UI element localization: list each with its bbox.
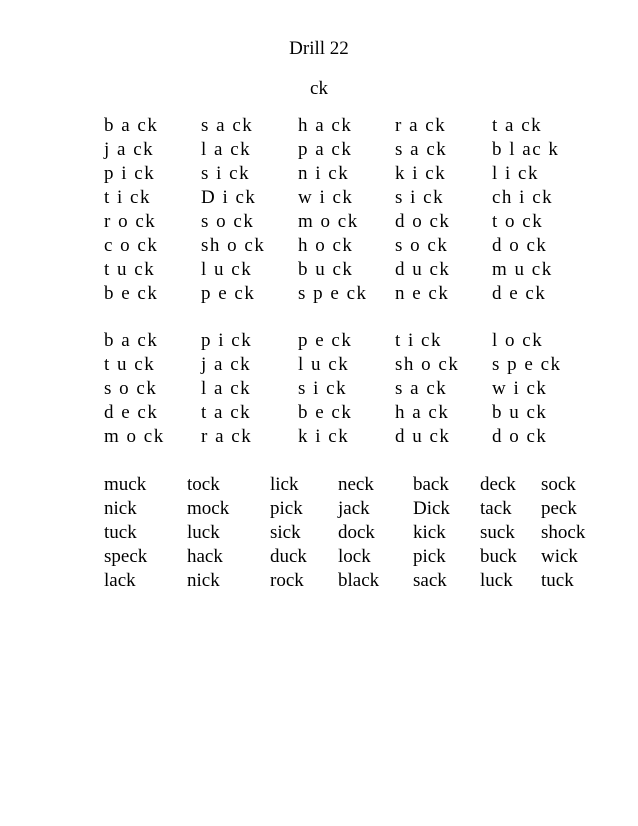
- word-grid-spaced-1: [104, 114, 589, 306]
- word-cell: b u ck: [492, 402, 548, 423]
- word-row: [104, 162, 589, 186]
- word-cell: d e ck: [104, 402, 159, 423]
- word-cell: h a ck: [395, 402, 450, 423]
- word-cell: r o ck: [104, 211, 157, 232]
- word-cell: t i ck: [104, 187, 151, 208]
- word-cell: lack: [104, 570, 136, 591]
- word-cell: D i ck: [201, 187, 257, 208]
- word-cell: wick: [541, 546, 578, 567]
- word-cell: dock: [338, 522, 375, 543]
- word-cell: w i ck: [298, 187, 354, 208]
- word-cell: d u ck: [395, 259, 451, 280]
- word-cell: s o ck: [201, 211, 255, 232]
- word-cell: shock: [541, 522, 586, 543]
- word-row: [104, 473, 601, 497]
- word-row: [104, 521, 601, 545]
- word-cell: muck: [104, 474, 147, 495]
- word-cell: speck: [104, 546, 148, 567]
- word-cell: pick: [270, 498, 303, 519]
- word-cell: k i ck: [298, 426, 350, 447]
- word-cell: suck: [480, 522, 515, 543]
- word-row: [104, 401, 589, 425]
- word-cell: t u ck: [104, 259, 156, 280]
- word-cell: s a ck: [201, 115, 254, 136]
- word-cell: hack: [187, 546, 223, 567]
- word-cell: d e ck: [492, 283, 547, 304]
- word-cell: duck: [270, 546, 307, 567]
- word-cell: nick: [187, 570, 220, 591]
- word-cell: s a ck: [395, 139, 448, 160]
- word-cell: b u ck: [298, 259, 354, 280]
- word-cell: tuck: [104, 522, 137, 543]
- word-grid-spaced-2: [104, 329, 589, 449]
- word-row: [104, 282, 589, 306]
- word-grid-plain: [104, 473, 601, 593]
- word-cell: back: [413, 474, 449, 495]
- word-cell: k i ck: [395, 163, 447, 184]
- word-cell: s a ck: [395, 378, 448, 399]
- word-cell: s i ck: [201, 163, 251, 184]
- word-cell: w i ck: [492, 378, 548, 399]
- word-cell: d o ck: [395, 211, 451, 232]
- word-cell: j a ck: [201, 354, 252, 375]
- word-cell: h o ck: [298, 235, 354, 256]
- word-row: [104, 258, 589, 282]
- word-cell: s p e ck: [492, 354, 562, 375]
- word-cell: jack: [338, 498, 370, 519]
- word-cell: s o ck: [104, 378, 158, 399]
- word-cell: l a ck: [201, 378, 252, 399]
- word-cell: tock: [187, 474, 220, 495]
- word-cell: b a ck: [104, 115, 159, 136]
- word-cell: deck: [480, 474, 516, 495]
- word-cell: sick: [270, 522, 301, 543]
- word-cell: m o ck: [104, 426, 165, 447]
- word-cell: d o ck: [492, 235, 548, 256]
- word-cell: lock: [338, 546, 371, 567]
- word-cell: sack: [413, 570, 447, 591]
- word-cell: s i ck: [395, 187, 445, 208]
- word-row: [104, 186, 589, 210]
- word-cell: l o ck: [492, 330, 544, 351]
- word-cell: sh o ck: [201, 235, 266, 256]
- word-cell: mock: [187, 498, 230, 519]
- word-cell: kick: [413, 522, 446, 543]
- word-cell: n e ck: [395, 283, 450, 304]
- word-row: [104, 329, 589, 353]
- word-cell: p a ck: [298, 139, 353, 160]
- word-cell: n i ck: [298, 163, 350, 184]
- word-cell: rock: [270, 570, 304, 591]
- word-row: [104, 210, 589, 234]
- word-row: [104, 377, 589, 401]
- word-cell: c o ck: [104, 235, 159, 256]
- word-cell: luck: [480, 570, 513, 591]
- word-cell: j a ck: [104, 139, 155, 160]
- word-cell: p e ck: [201, 283, 256, 304]
- word-cell: r a ck: [201, 426, 253, 447]
- word-cell: peck: [541, 498, 577, 519]
- word-cell: pick: [413, 546, 446, 567]
- word-cell: d u ck: [395, 426, 451, 447]
- page-subtitle: ck: [310, 78, 328, 99]
- word-cell: nick: [104, 498, 137, 519]
- word-cell: buck: [480, 546, 517, 567]
- word-cell: m o ck: [298, 211, 359, 232]
- word-cell: sh o ck: [395, 354, 460, 375]
- word-cell: t u ck: [104, 354, 156, 375]
- word-cell: l u ck: [201, 259, 253, 280]
- word-cell: p i ck: [104, 163, 156, 184]
- word-cell: luck: [187, 522, 220, 543]
- word-cell: t i ck: [395, 330, 442, 351]
- word-cell: l u ck: [298, 354, 350, 375]
- word-row: [104, 497, 601, 521]
- word-cell: sock: [541, 474, 576, 495]
- word-row: [104, 569, 601, 593]
- word-cell: s o ck: [395, 235, 449, 256]
- word-cell: t o ck: [492, 211, 544, 232]
- word-cell: Dick: [413, 498, 450, 519]
- word-cell: r a ck: [395, 115, 447, 136]
- word-cell: p i ck: [201, 330, 253, 351]
- word-cell: black: [338, 570, 380, 591]
- word-cell: l i ck: [492, 163, 539, 184]
- page-title: Drill 22: [289, 38, 349, 59]
- word-cell: s i ck: [298, 378, 348, 399]
- word-cell: tack: [480, 498, 512, 519]
- word-row: [104, 545, 601, 569]
- word-row: [104, 353, 589, 377]
- word-cell: m u ck: [492, 259, 553, 280]
- word-cell: t a ck: [492, 115, 543, 136]
- word-cell: s p e ck: [298, 283, 368, 304]
- word-row: [104, 425, 589, 449]
- word-cell: b a ck: [104, 330, 159, 351]
- word-row: [104, 234, 589, 258]
- word-cell: ch i ck: [492, 187, 554, 208]
- word-cell: lick: [270, 474, 299, 495]
- word-cell: b e ck: [298, 402, 353, 423]
- word-cell: t a ck: [201, 402, 252, 423]
- word-cell: p e ck: [298, 330, 353, 351]
- word-cell: b l ac k: [492, 139, 560, 160]
- word-cell: h a ck: [298, 115, 353, 136]
- word-cell: tuck: [541, 570, 574, 591]
- word-cell: neck: [338, 474, 374, 495]
- word-cell: d o ck: [492, 426, 548, 447]
- word-row: [104, 138, 589, 162]
- word-cell: b e ck: [104, 283, 159, 304]
- word-row: [104, 114, 589, 138]
- word-cell: l a ck: [201, 139, 252, 160]
